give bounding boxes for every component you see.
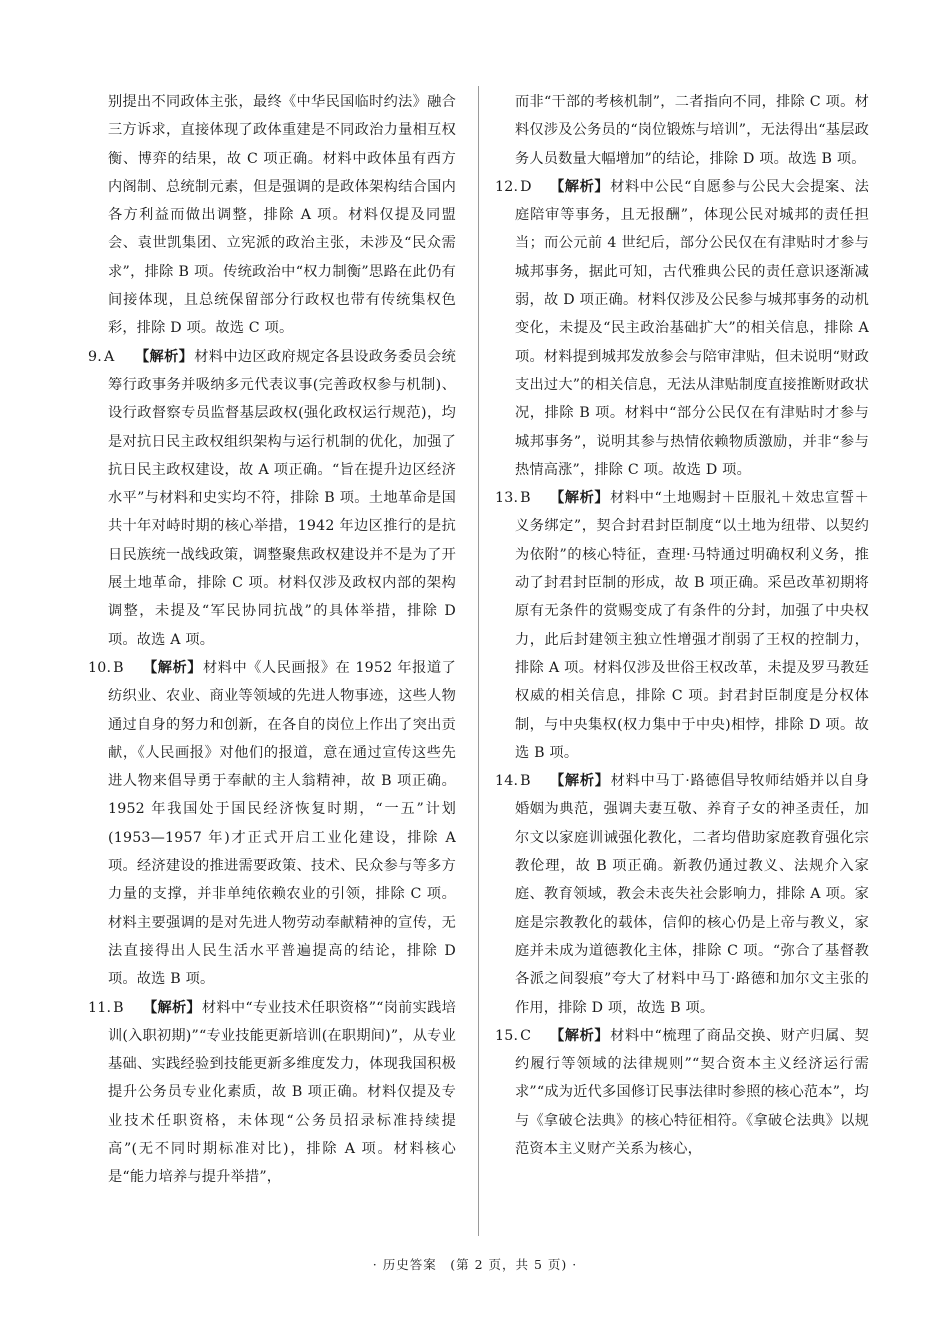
item-body [108, 343, 456, 654]
analysis-tag: 【解析】 [143, 659, 202, 676]
item-number: 13. B [495, 490, 531, 507]
item-number: 9. A [88, 348, 115, 365]
answer-item-10 [88, 654, 456, 994]
answer-letter: B [520, 773, 531, 790]
answer-item-15 [495, 1022, 869, 1163]
analysis-text: 材料中公民“自愿参与公民大会提案、法庭陪审等事务，且无报酬”，体现公民对城邦的责任担当；而公元前 4 世纪后，部分公民仅在有津贴时才参与城邦事务，据此可知，古代雅典公民的责任意识逐渐减弱，故 D 项正确。材料仅涉及公民参与城邦事务的动机变化，未提及“民主政治基础扩大”的相关信息，排除 A 项。材料提到城邦发放参会与陪审津贴，但未说明“财政支出过大”的相关信息，无法从津贴制度直接推断财政状况，排除 B 项。材料中“部分公民仅在有津贴时才参与城邦事务”，说明其参与热情依赖物质激励，并非“参与热情高涨”，排除 C 项。故选 D 项。 [515, 178, 869, 478]
right-column [495, 88, 869, 1163]
item-body [515, 484, 869, 767]
item-number: 10. B [88, 659, 124, 676]
answer-letter: C [520, 1027, 532, 1044]
analysis-tag: 【解析】 [550, 773, 610, 790]
item-body [515, 767, 869, 1022]
answer-item-11 [88, 994, 456, 1192]
item-body [515, 173, 869, 484]
item-number: 14. B [495, 773, 531, 790]
answer-item-12 [495, 173, 869, 484]
answer-letter: A [103, 348, 115, 365]
item-number: 11. B [88, 999, 124, 1016]
analysis-text: 材料中“土地赐封＋臣服礼＋效忠宣誓＋义务绑定”，契合封君封臣制度“以土地为纽带、以契约为依附”的核心特征，查理·马特通过明确权利义务，推动了封君封臣制的形成，故 B 项正确。采邑改革初期将原有无条件的赏赐变成了有条件的分封，加强了中央权力，此后封建领主独立性增强才削弱了王权的控制力，排除 A 项。材料仅涉及世俗王权改革，未提及罗马教廷权威的相关信息，排除 C 项。封君封臣制度是分权体制，与中央集权(权力集中于中央)相悖，排除 D 项。故选 B 项。 [515, 490, 869, 761]
analysis-text: 材料中“专业技术任职资格”“岗前实践培训(入职初期)”“专业技能更新培训(在职期间)”，从专业基础、实践经验到技能更新多维度发力，体现我国积极提升公务员专业化素质，故 B 项正确。材料仅提及专业技术任职资格，未体现“公务员招录标准持续提高”(无不同时期标准对比)，排除 A 项。材料核心是“能力培养与提升举措”， [108, 999, 457, 1186]
left-column [88, 88, 456, 1192]
continuation-paragraph: 而非“干部的考核机制”，二者指向不同，排除 C 项。材料仅涉及公务员的“岗位锻炼与培训”，无法得出“基层政务人员数量大幅增加”的结论，排除 D 项。故选 B 项。 [515, 94, 869, 167]
analysis-tag: 【解析】 [135, 348, 194, 365]
item-body [108, 654, 456, 994]
analysis-text: 材料中马丁·路德倡导牧师结婚并以自身婚姻为典范，强调夫妻互敬、养育子女的神圣责任，加尔文以家庭训诫强化教化，二者均借助家庭教育强化宗教伦理，故 B 项正确。新教仍通过教义、法规介入家庭、教育领域，教会未丧失社会影响力，排除 A 项。家庭是宗教教化的载体，信仰的核心仍是上帝与教义，家庭并未成为道德教化主体，排除 C 项。“弥合了基督教各派之间裂痕”夸大了材料中马丁·路德和加尔文主张的作用，排除 D 项，故选 B 项。 [515, 773, 869, 1016]
answer-item-13 [495, 484, 869, 767]
item-number: 12. D [495, 178, 532, 195]
continuation-paragraph: 别提出不同政体主张，最终《中华民国临时约法》融合三方诉求，直接体现了政体重建是不同政治力量相互权衡、博弈的结果，故 C 项正确。材料中政体虽有西方内阁制、总统制元素，但是强调的是政体架构结合国内各方利益而做出调整，排除 A 项。材料仅提及同盟会、袁世凯集团、立宪派的政治主张，未涉及“民众需求”，排除 B 项。传统政治中“权力制衡”思路在此仍有间接体现，且总统保留部分行政权也带有传统集权色彩，排除 D 项。故选 C 项。 [108, 94, 456, 337]
answer-letter: B [520, 490, 531, 507]
answer-item-14 [495, 767, 869, 1022]
answer-letter: B [113, 999, 124, 1016]
analysis-tag: 【解析】 [550, 1027, 610, 1044]
analysis-tag: 【解析】 [550, 178, 610, 195]
analysis-text: 材料中《人民画报》在 1952 年报道了纺织业、农业、商业等领域的先进人物事迹，这些人物通过自身的努力和创新，在各自的岗位上作出了突出贡献，《人民画报》对他们的报道，意在通过宣传这些先进人物来倡导勇于奉献的主人翁精神，故 B 项正确。1952 年我国处于国民经济恢复时期，“一五”计划(1953—1957 年)才正式开启工业化建设，排除 A 项。经济建设的推进需要政策、技术、民众参与等多方力量的支撑，并非单纯依赖农业的引领，排除 C 项。材料主要强调的是对先进人物劳动奉献精神的宣传，无法直接得出人民生活水平普遍提高的结论，排除 D 项。故选 B 项。 [108, 659, 456, 988]
analysis-text: 材料中“梳理了商品交换、财产归属、契约履行等领域的法律规则”“契合资本主义经济运行需求”“成为近代多国修订民事法律时参照的核心范本”，均与《拿破仑法典》的核心特征相符。《拿破仑法典》以规范资本主义财产关系为核心， [515, 1027, 869, 1157]
analysis-tag: 【解析】 [550, 490, 610, 507]
answer-letter: D [520, 178, 532, 195]
page-footer: · 历史答案 (第 2 页，共 5 页) · [372, 1257, 578, 1272]
analysis-tag: 【解析】 [143, 999, 201, 1016]
item-body [515, 1022, 869, 1163]
analysis-text: 材料中边区政府规定各县设政务委员会统筹行政事务并吸纳多元代表议事(完善政权参与机制)、设行政督察专员监督基层政权(强化政权运行规范)，均是对抗日民主政权组织架构与运行机制的优化，加强了抗日民主政权建设，故 A 项正确。“旨在提升边区经济水平”与材料和史实均不符，排除 B 项。土地革命是国共十年对峙时期的核心举措，1942 年边区推行的是抗日民族统一战线政策，调整聚焦政权建设并不是为了开展土地革命，排除 C 项。材料仅涉及政权内部的架构调整，未提及“军民协同抗战”的具体举措，排除 D 项。故选 A 项。 [108, 348, 456, 648]
answer-item-9 [88, 343, 456, 654]
item-number: 15. C [495, 1027, 532, 1044]
column-divider [478, 86, 479, 1236]
answer-letter: B [113, 659, 124, 676]
item-body [108, 994, 456, 1192]
